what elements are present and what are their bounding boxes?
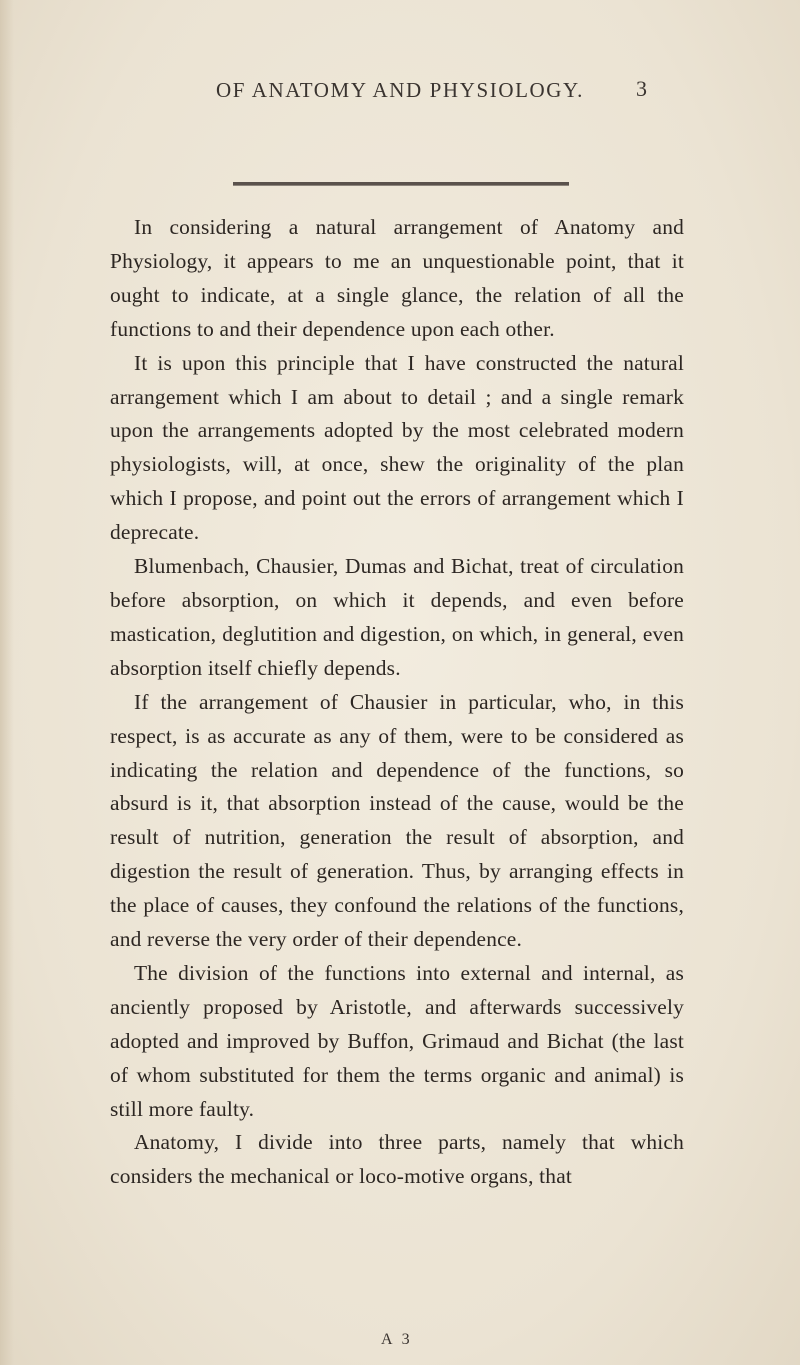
page-number: 3 — [636, 76, 647, 101]
body-text — [110, 211, 684, 1194]
paragraph-5: The division of the functions into external and internal, as anciently proposed by Aristotle, and afterwards successively adopted and improved by Buffon, Grimaud and Bichat (the last of whom substituted for them the terms organic and animal) is still more faulty. — [110, 960, 684, 1121]
paragraph-4: If the arrangement of Chausier in particular, who, in this respect, is as accurate as any of them, were to be considered as indicating the relation and dependence of the functions, so absurd is it, that absorption instead of the cause, would be the result of nutrition, generation the result of absorption, and digestion the result of generation. Thus, by arranging effects in the place of causes, they confound the relations of the functions, and reverse the very order of their dependence. — [110, 689, 684, 952]
paragraph-3: Blumenbach, Chausier, Dumas and Bichat, treat of circulation before absorption, on which it depends, and even before mastication, deglutition and digestion, on which, in general, even absorption itself chiefly depends. — [110, 554, 684, 680]
paragraph-2: It is upon this principle that I have constructed the natural arrangement which I am about to detail ; and a single remark upon the arrangements adopted by the most celebrated modern physiologists, will, at once, shew the originality of the plan which I propose, and point out the errors of arrangement which I deprecate. — [110, 350, 684, 545]
running-head: OF ANATOMY AND PHYSIOLOGY. — [216, 78, 584, 102]
signature-mark: A 3 — [381, 1331, 413, 1348]
header-rule — [233, 182, 569, 186]
paragraph-1: In considering a natural arrangement of Anatomy and Physiology, it appears to me an unquestionable point, that it ought to indicate, at a single glance, the relation of all the functions to and their dependence upon each other. — [110, 215, 684, 341]
gutter-shadow — [0, 0, 14, 1365]
paragraph-6: Anatomy, I divide into three parts, namely that which considers the mechanical or loco-motive organs, that — [110, 1130, 684, 1189]
